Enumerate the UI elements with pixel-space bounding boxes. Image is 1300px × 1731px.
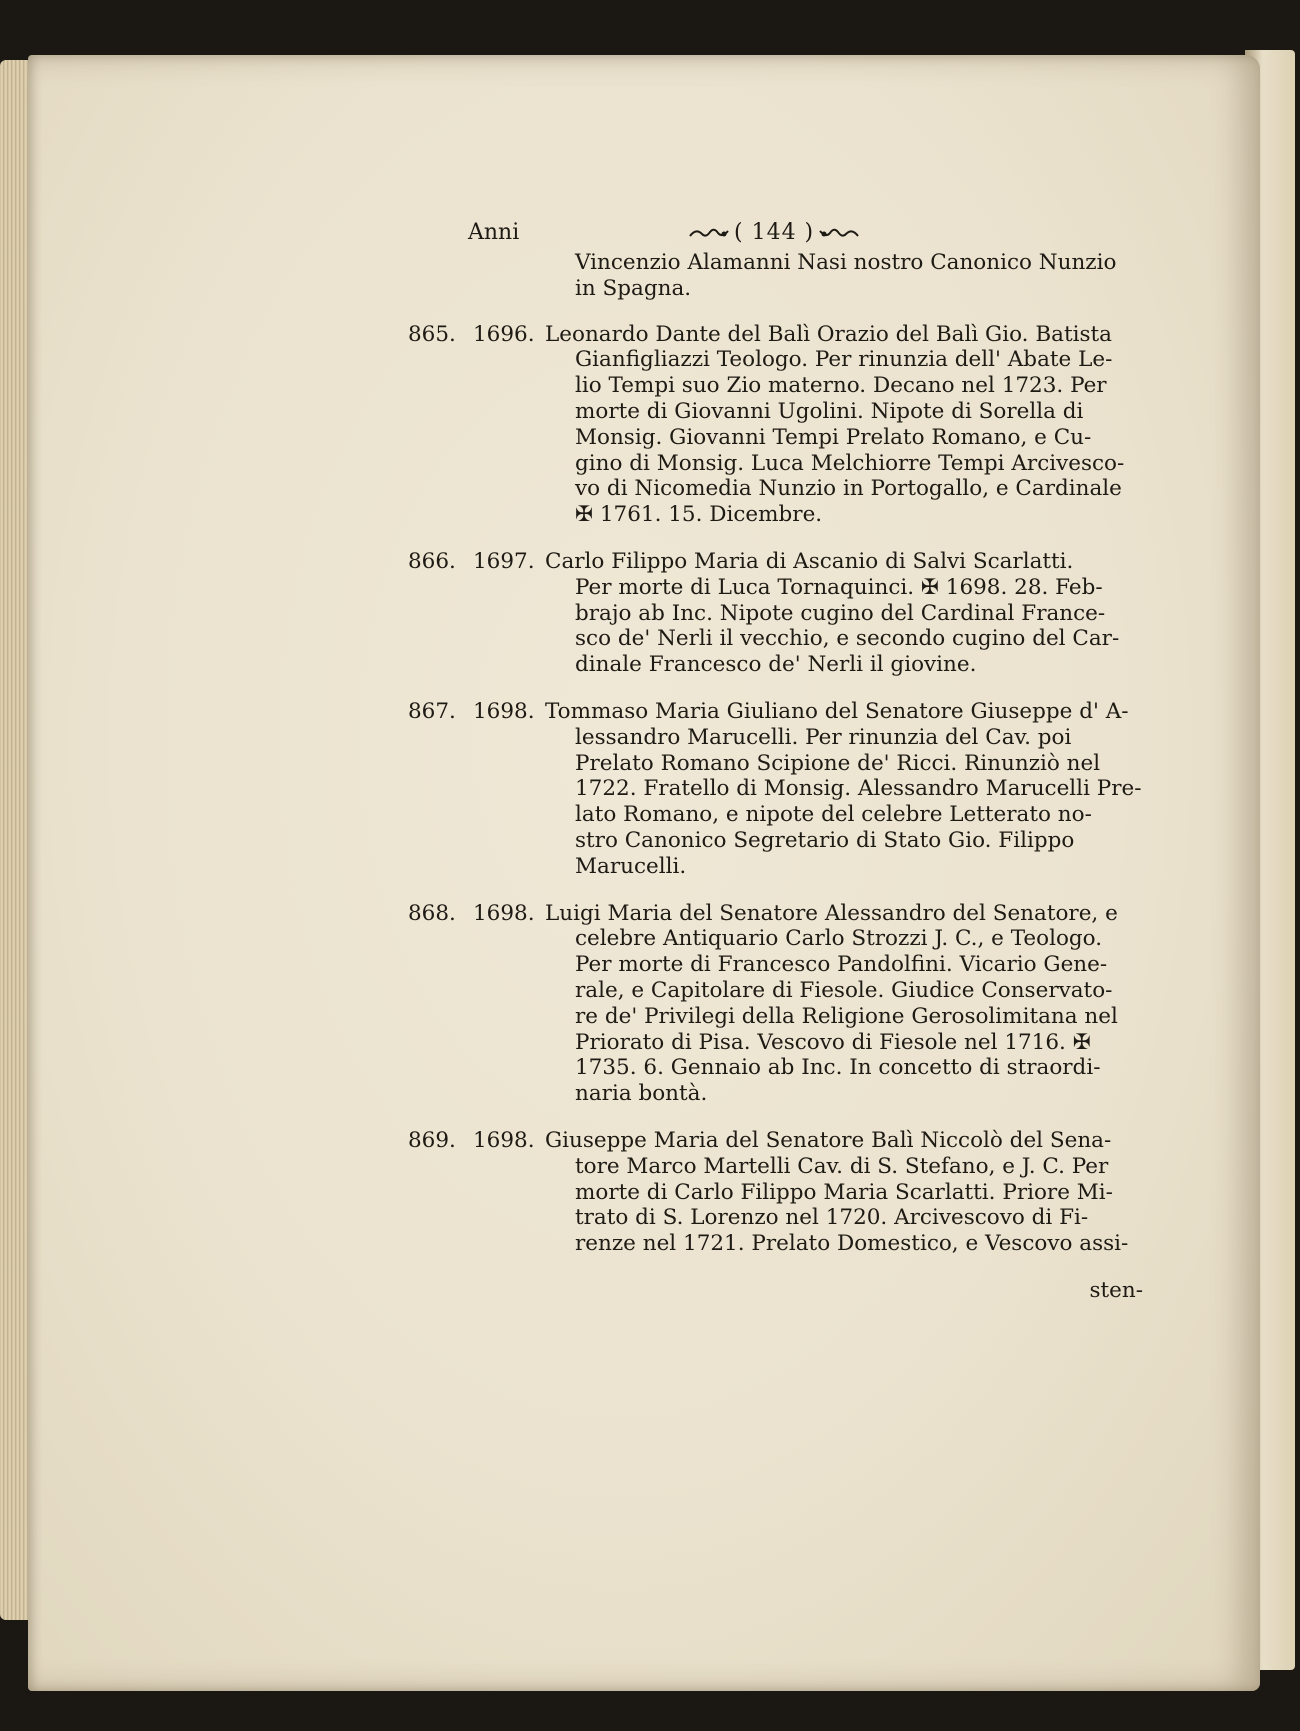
entry-line: 1735. 6. Gennaio ab Inc. In concetto di straordi- — [575, 1055, 1101, 1081]
entry-line: celebre Antiquario Carlo Strozzi J. C., e Teologo. — [575, 926, 1103, 952]
entry — [408, 322, 1153, 528]
right-ornament-icon — [818, 226, 860, 240]
entry-year: 1696. — [473, 321, 535, 347]
entry-line: Priorato di Pisa. Vescovo di Fiesole nel 1716. ✠ — [575, 1029, 1091, 1055]
entry-line: Tommaso Maria Giuliano del Senatore Giuseppe d' A- — [545, 698, 1129, 724]
entry-line: Luigi Maria del Senatore Alessandro del Senatore, e — [545, 900, 1118, 926]
entry-line: renze nel 1721. Prelato Domestico, e Vescovo assi- — [575, 1231, 1129, 1257]
entry-line: Monsig. Giovanni Tempi Prelato Romano, e Cu- — [575, 424, 1092, 450]
entry-line: lessandro Marucelli. Per rinunzia del Cav. poi — [575, 724, 1072, 750]
entry-year: 1698. — [473, 698, 535, 724]
entry-line: vo di Nicomedia Nunzio in Portogallo, e Cardinale — [575, 476, 1122, 502]
entry-line: gino di Monsig. Luca Melchiorre Tempi Arcivesco- — [575, 450, 1125, 476]
entry-body — [408, 699, 1153, 880]
entry — [408, 699, 1153, 880]
entry-line: naria bontà. — [575, 1081, 708, 1107]
entry-year: 1698. — [473, 1127, 535, 1153]
entry-line: Prelato Romano Scipione de' Ricci. Rinunziò nel — [575, 750, 1101, 776]
entry-line: Per morte di Luca Tornaquinci. ✠ 1698. 28. Feb- — [575, 574, 1103, 600]
entry-line: ✠ 1761. 15. Dicembre. — [575, 502, 823, 528]
page-number-group — [688, 220, 860, 246]
entry — [408, 901, 1153, 1107]
entry-line: morte di Carlo Filippo Maria Scarlatti. Priore Mi- — [575, 1179, 1113, 1205]
entry-line: Per morte di Francesco Pandolfini. Vicario Gene- — [575, 952, 1108, 978]
entry — [408, 549, 1153, 678]
continuation-line: in Spagna. — [575, 275, 692, 301]
entries-list — [408, 322, 1153, 1257]
page-number: ( 144 ) — [734, 220, 815, 245]
entry-line: brajo ab Inc. Nipote cugino del Cardinal France- — [575, 600, 1106, 626]
entry-number: 867. — [408, 698, 456, 724]
entry-line: morte di Giovanni Ugolini. Nipote di Sorella di — [575, 398, 1084, 424]
entry-number: 868. — [408, 900, 456, 926]
entry-number: 869. — [408, 1127, 456, 1153]
entry-line: sco de' Nerli il vecchio, e secondo cugino del Car- — [575, 626, 1120, 652]
entry-line: Giuseppe Maria del Senatore Balì Niccolò del Sena- — [545, 1127, 1112, 1153]
entry-line: dinale Francesco de' Nerli il giovine. — [575, 652, 977, 678]
running-head — [408, 220, 1153, 250]
entry-body — [408, 901, 1153, 1107]
page-text — [408, 220, 1153, 1304]
catchword: sten- — [1089, 1277, 1143, 1303]
entry-line: Marucelli. — [575, 853, 687, 879]
entry-line: Carlo Filippo Maria di Ascanio di Salvi Scarlatti. — [545, 548, 1074, 574]
entry-body — [408, 322, 1153, 528]
entry-line: lato Romano, e nipote del celebre Letterato no- — [575, 802, 1092, 828]
continuation-line: Vincenzio Alamanni Nasi nostro Canonico Nunzio — [575, 250, 1117, 275]
entry-line: Gianfigliazzi Teologo. Per rinunzia dell' Abate Le- — [575, 347, 1113, 373]
entry-number: 865. — [408, 321, 456, 347]
entry — [408, 1128, 1153, 1257]
entry-line: 1722. Fratello di Monsig. Alessandro Marucelli Pre- — [575, 776, 1142, 802]
continuation-text — [408, 250, 1153, 302]
entry-number: 866. — [408, 548, 456, 574]
entry-line: re de' Privilegi della Religione Gerosolimitana nel — [575, 1003, 1118, 1029]
entry-year: 1697. — [473, 548, 535, 574]
running-head-label: Anni — [468, 220, 520, 245]
entry-line: Leonardo Dante del Balì Orazio del Balì Gio. Batista — [545, 321, 1112, 347]
entry-line: trato di S. Lorenzo nel 1720. Arcivescovo di Fi- — [575, 1205, 1089, 1231]
left-ornament-icon — [688, 226, 730, 240]
entry-line: stro Canonico Segretario di Stato Gio. Filippo — [575, 827, 1075, 853]
entry-line: tore Marco Martelli Cav. di S. Stefano, e J. C. Per — [575, 1153, 1109, 1179]
entry-line: rale, e Capitolare di Fiesole. Giudice Conservato- — [575, 977, 1113, 1003]
entry-year: 1698. — [473, 900, 535, 926]
entry-line: lio Tempi suo Zio materno. Decano nel 1723. Per — [575, 373, 1107, 399]
